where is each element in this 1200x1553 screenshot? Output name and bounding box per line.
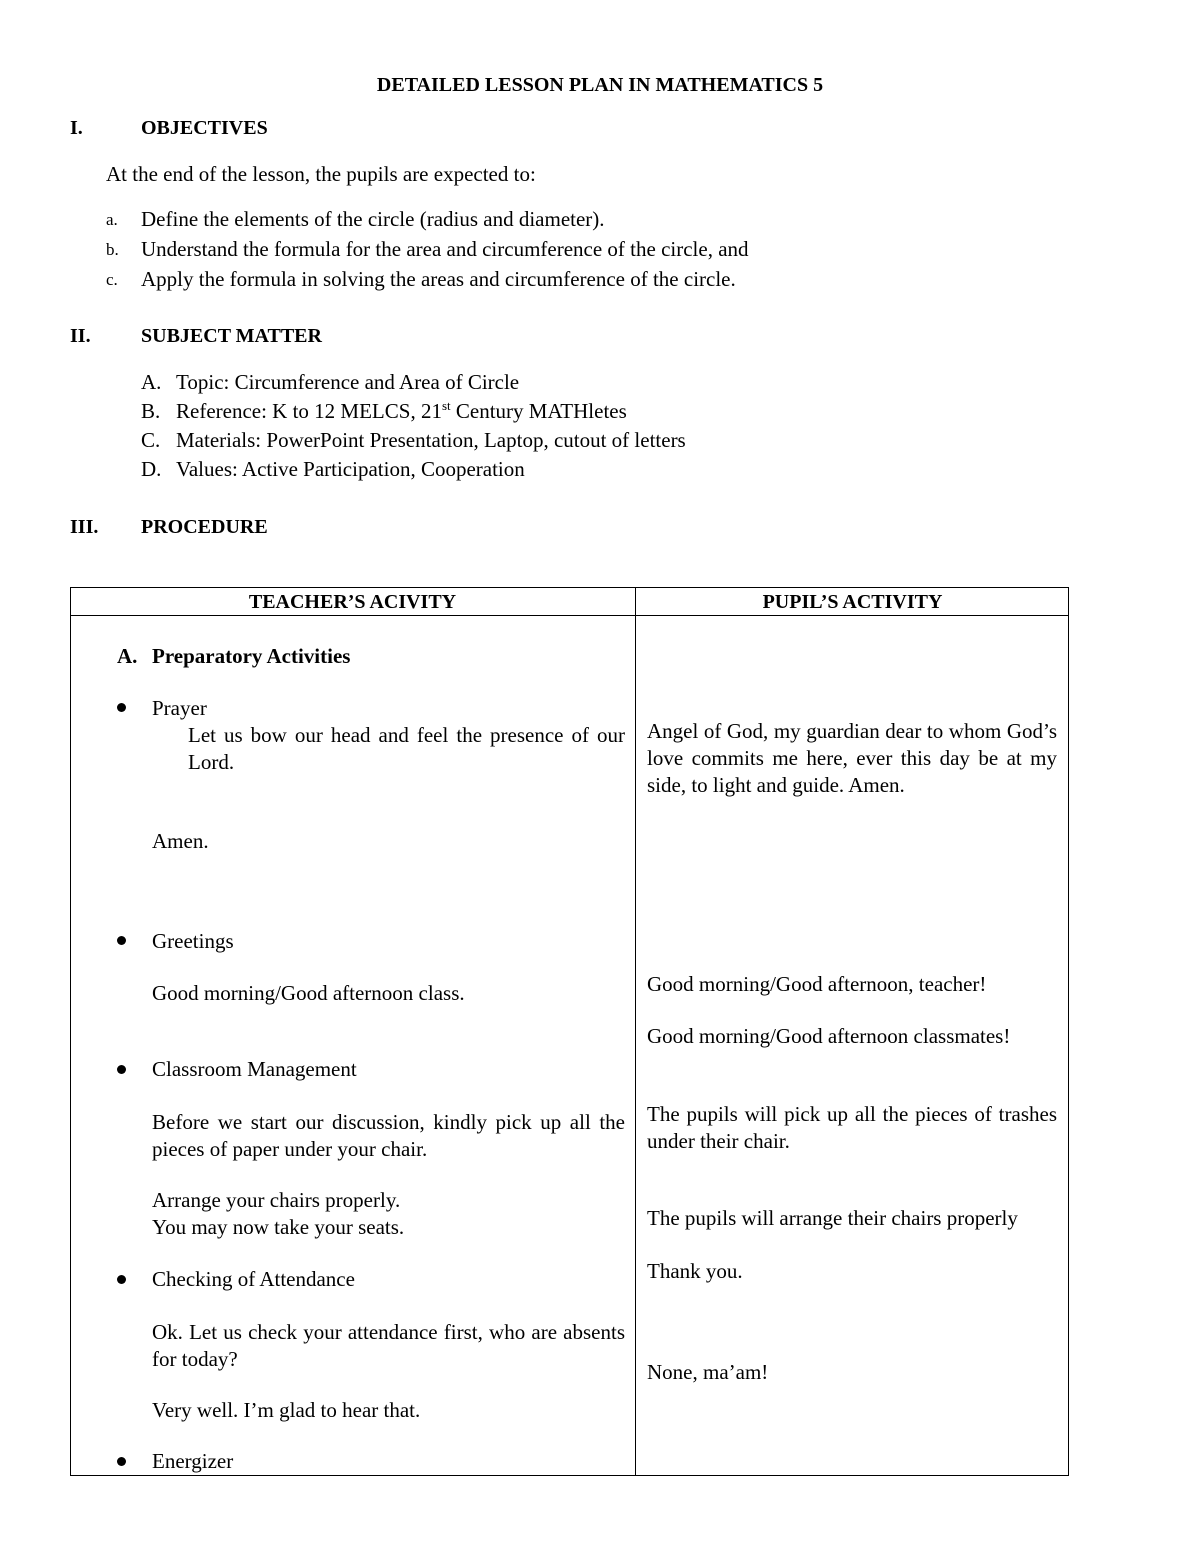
objective-item-a: Define the elements of the circle (radius and diameter). <box>141 207 605 231</box>
pupil-arrange: The pupils will arrange their chairs properly <box>647 1206 1018 1230</box>
objective-item-b: Understand the formula for the area and circumference of the circle, and <box>141 237 749 261</box>
table-header-teacher: TEACHER’S ACIVITY <box>248 591 457 613</box>
attendance-label: Checking of Attendance <box>152 1267 355 1291</box>
page-title: DETAILED LESSON PLAN IN MATHEMATICS 5 <box>376 74 824 96</box>
reference-text: Reference: K to 12 MELCS, 21 <box>176 399 442 423</box>
classroom-management-label: Classroom Management <box>152 1057 357 1081</box>
bullet-icon <box>117 1065 126 1074</box>
pupil-attendance-answer: None, ma’am! <box>647 1360 769 1384</box>
objective-label-a: a. <box>106 210 118 229</box>
section-number-subject-matter: II. <box>70 325 91 347</box>
pupil-prayer: Angel of God, my guardian dear to whom God’s love commits me here, ever this day be at my side, to light and guide. Amen. <box>647 719 1057 797</box>
section-heading-procedure: PROCEDURE <box>141 516 268 538</box>
bullet-icon <box>117 1275 126 1284</box>
bullet-icon <box>117 936 126 945</box>
reference-tail: Century MATHletes <box>450 399 627 423</box>
management-instruction: Before we start our discussion, kindly pick up all the pieces of paper under your chair. <box>152 1110 625 1161</box>
section-heading-objectives: OBJECTIVES <box>141 117 268 139</box>
attendance-question: Ok. Let us check your attendance first, who are absents for today? <box>152 1320 625 1371</box>
pupil-thank-you: Thank you. <box>647 1259 743 1283</box>
section-number-objectives: I. <box>70 117 83 139</box>
table-header-divider <box>70 615 1069 616</box>
prayer-label: Prayer <box>152 696 207 720</box>
section-label-a: A. <box>117 644 138 668</box>
preparatory-activities-heading: Preparatory Activities <box>152 644 351 668</box>
objective-label-c: c. <box>106 270 118 289</box>
subject-label-c: C. <box>141 428 161 452</box>
arrange-instruction: Arrange your chairs properly. <box>152 1188 401 1212</box>
table-header-pupil: PUPIL’S ACTIVITY <box>762 591 943 613</box>
energizer-label: Energizer <box>152 1449 234 1473</box>
teacher-response: Very well. I’m glad to hear that. <box>152 1398 421 1422</box>
bullet-icon <box>117 1457 126 1466</box>
table-column-divider <box>635 587 636 1476</box>
teacher-greeting: Good morning/Good afternoon class. <box>152 981 465 1005</box>
teacher-amen: Amen. <box>152 829 209 853</box>
subject-label-a: A. <box>141 370 162 394</box>
prayer-instruction: Let us bow our head and feel the presence of our Lord. <box>188 723 625 774</box>
reference-superscript: st <box>441 398 451 413</box>
pupil-pick-up: The pupils will pick up all the pieces of trashes under their chair. <box>647 1102 1057 1153</box>
objective-label-b: b. <box>106 240 119 259</box>
subject-item-reference <box>176 399 627 424</box>
objective-item-c: Apply the formula in solving the areas and circumference of the circle. <box>141 267 736 291</box>
pupil-greeting-classmates: Good morning/Good afternoon classmates! <box>647 1024 1011 1048</box>
subject-item-values: Values: Active Participation, Cooperation <box>176 457 525 481</box>
section-number-procedure: III. <box>70 516 99 538</box>
greetings-label: Greetings <box>152 929 234 953</box>
bullet-icon <box>117 703 126 712</box>
subject-label-d: D. <box>141 457 162 481</box>
take-seats-instruction: You may now take your seats. <box>152 1215 405 1239</box>
subject-item-topic: Topic: Circumference and Area of Circle <box>176 370 520 394</box>
objectives-intro: At the end of the lesson, the pupils are expected to: <box>106 162 536 186</box>
subject-item-materials: Materials: PowerPoint Presentation, Laptop, cutout of letters <box>176 428 686 452</box>
section-heading-subject-matter: SUBJECT MATTER <box>141 325 322 347</box>
pupil-greeting-teacher: Good morning/Good afternoon, teacher! <box>647 972 987 996</box>
subject-label-b: B. <box>141 399 161 423</box>
